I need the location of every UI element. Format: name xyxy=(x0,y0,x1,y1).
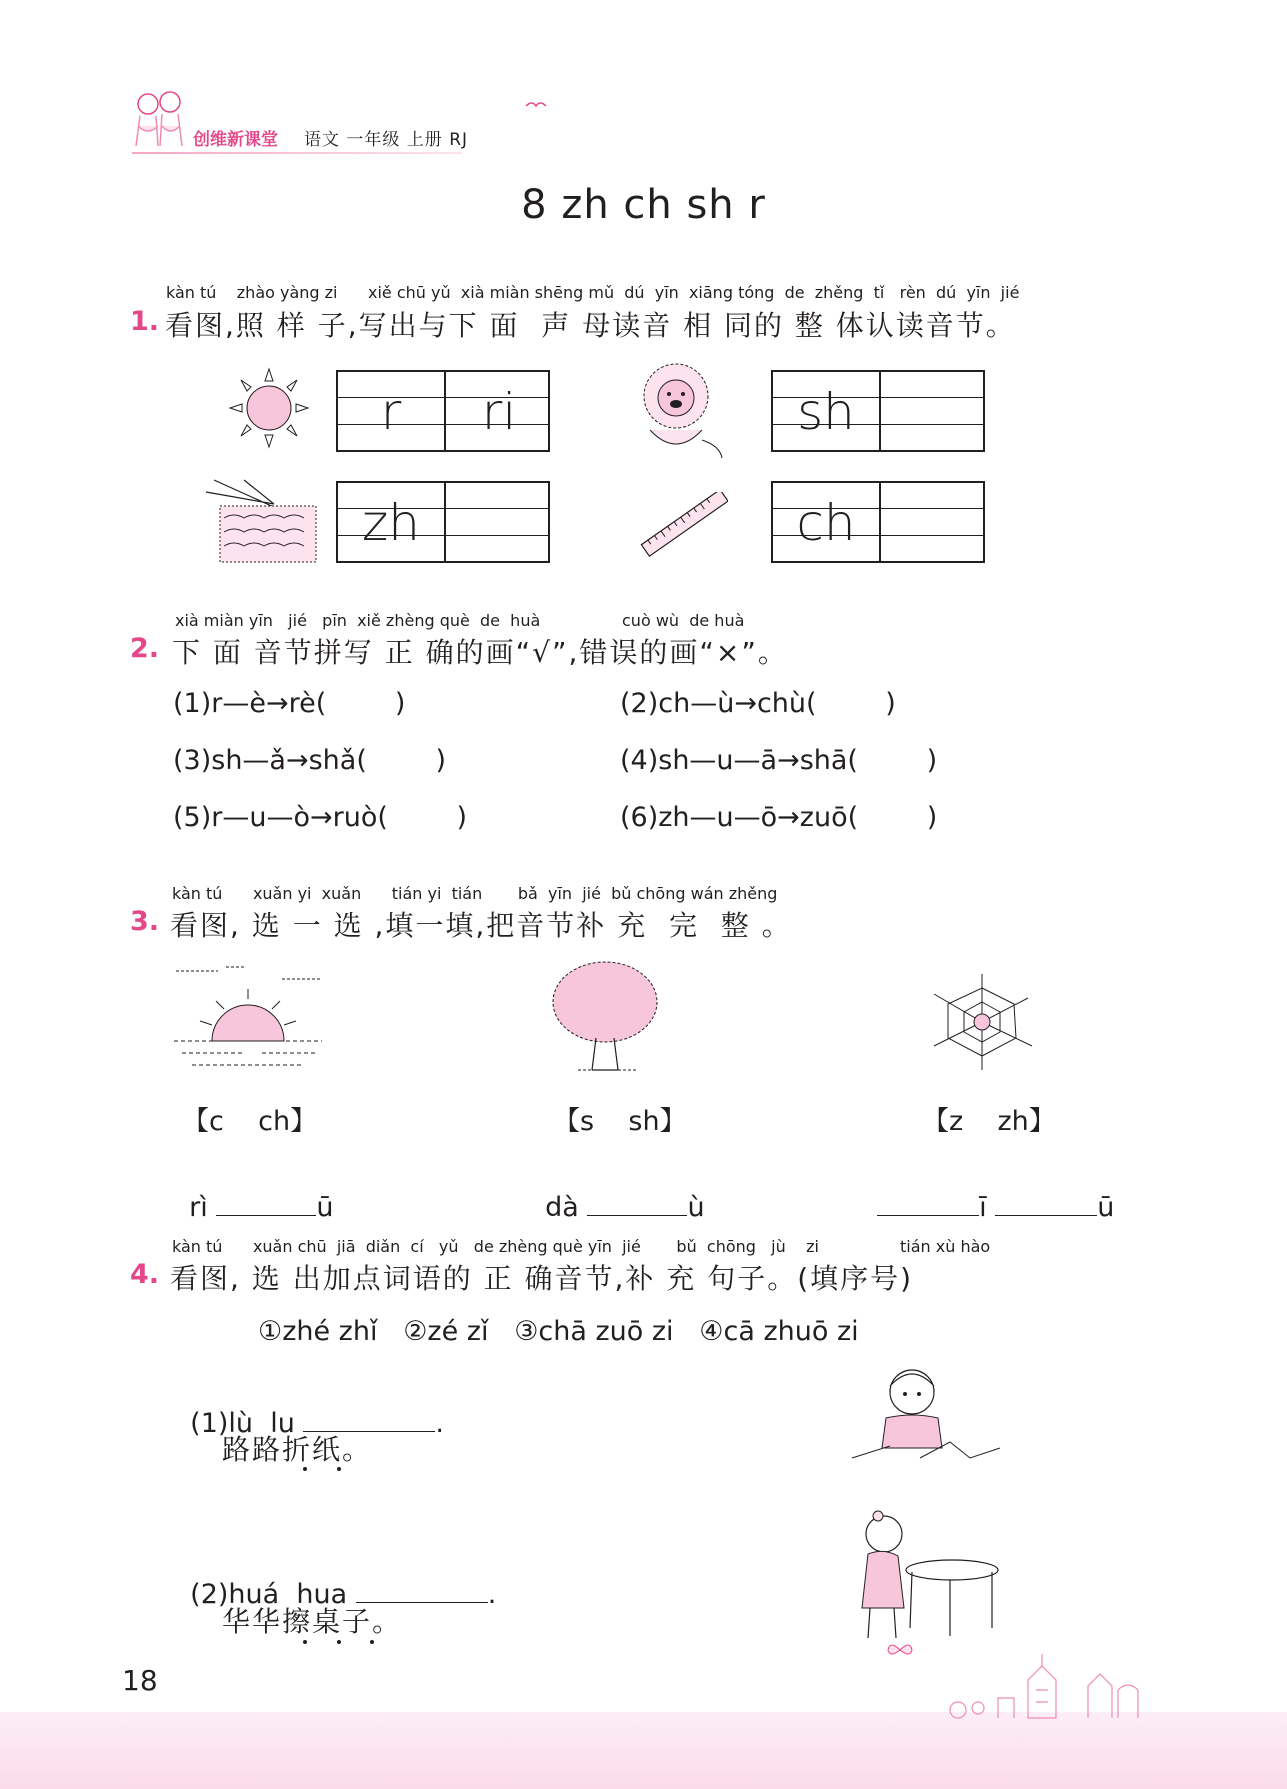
q3-prompt: 看图, 选 一 选 ,填一填,把音节补 充 完 整 。 xyxy=(170,909,792,942)
q3-answer-3 xyxy=(860,1158,1114,1223)
q1-grid-sh xyxy=(771,370,985,452)
answer-blank[interactable] xyxy=(216,1189,316,1216)
castle-icon xyxy=(938,1650,1168,1720)
header-brand: 创维新课堂 xyxy=(193,130,278,150)
q1-number: 1. xyxy=(130,306,160,337)
q3-pinyin: kàn tú xuǎn yi xuǎn tián yi tián bǎ yīn jié bǔ chōng wán zhěng xyxy=(172,884,778,903)
child-folding-paper-icon xyxy=(850,1362,1004,1470)
q3-answer-1 xyxy=(172,1158,333,1223)
girl-cleaning-table-icon xyxy=(850,1508,1004,1644)
knitting-icon xyxy=(204,478,330,568)
answer-blank[interactable] xyxy=(356,1576,488,1603)
q2-item-6: (6)zh—u—ō→zuō( ) xyxy=(620,802,938,833)
grid-cell-initial: r xyxy=(380,383,402,441)
emphasis-dot xyxy=(337,1467,341,1471)
grid-cell-syllable: ri xyxy=(481,383,517,441)
sentence-pinyin: (1)lù lu xyxy=(190,1408,295,1439)
q3-option-1: 【c ch】 xyxy=(182,1106,318,1137)
answer-prefix: dà xyxy=(545,1192,588,1223)
answer-blank[interactable] xyxy=(587,1189,687,1216)
q2-item-3: (3)sh—ǎ→shǎ( ) xyxy=(173,745,447,776)
q4-sentence-1: 路路折纸。 xyxy=(222,1433,373,1466)
answer-blank[interactable] xyxy=(995,1189,1097,1216)
q1-grid-r xyxy=(336,370,550,452)
q4-sentence-1-pinyin: (1)lù lu . xyxy=(173,1374,444,1439)
lion-icon xyxy=(636,360,728,462)
q3-number: 3. xyxy=(130,906,160,937)
butterfly-icon xyxy=(886,1640,914,1660)
answer-blank[interactable] xyxy=(877,1189,979,1216)
q2-item-2: (2)ch—ù→chù( ) xyxy=(620,688,896,719)
answer-suffix: ū xyxy=(316,1192,334,1223)
header-divider xyxy=(132,152,462,154)
q3-answer-2 xyxy=(528,1158,705,1223)
q2-number: 2. xyxy=(130,633,160,664)
sentence-pinyin: (2)huá hua xyxy=(190,1579,348,1610)
q2-pinyin-1: xià miàn yīn jié pīn xiě zhèng què de huà xyxy=(175,611,541,630)
q2-pinyin-2: cuò wù de huà xyxy=(622,611,745,630)
answer-suffix: ū xyxy=(1097,1192,1115,1223)
q4-sentence-2: 华华擦桌子。 xyxy=(222,1605,403,1638)
kids-logo-icon xyxy=(126,86,192,152)
bird-icon xyxy=(524,98,548,114)
emphasis-dot xyxy=(303,1467,307,1471)
emphasis-dot xyxy=(303,1640,307,1644)
q4-choices: ①zhé zhǐ ②zé zǐ ③chā zuō zi ④cā zhuō zi xyxy=(258,1316,859,1347)
q1-grid-ch xyxy=(771,481,985,563)
q1-prompt: 看图,照 样 子,写出与下 面 声 母读音 相 同的 整 体认读音节。 xyxy=(165,309,1016,342)
grid-cell-initial: ch xyxy=(796,494,856,552)
spiderweb-icon xyxy=(928,972,1036,1072)
q2-prompt: 下 面 音节拼写 正 确的画“√”,错误的画“×”。 xyxy=(172,636,788,669)
answer-prefix: rì xyxy=(189,1192,217,1223)
emphasis-dot xyxy=(370,1640,374,1644)
q4-prompt: 看图, 选 出加点词语的 正 确音节,补 充 句子。(填序号) xyxy=(170,1262,914,1295)
grid-cell-initial: sh xyxy=(797,383,855,441)
footer-band xyxy=(0,1712,1287,1789)
header-meta: 语文 一年级 上册 RJ xyxy=(304,130,469,150)
q3-option-3: 【z zh】 xyxy=(922,1106,1056,1137)
q1-grid-zh xyxy=(336,481,550,563)
q1-pinyin: kàn tú zhào yàng zi xiě chū yǔ xià miàn shēng mǔ dú yīn xiāng tóng de zhěng tǐ rèn dú yīn jié xyxy=(166,283,1020,302)
answer-suffix: ù xyxy=(687,1192,705,1223)
q2-item-4: (4)sh—u—ā→shā( ) xyxy=(620,745,938,776)
sunrise-icon xyxy=(172,965,324,1073)
q4-pinyin-2: tián xù hào xyxy=(900,1237,991,1256)
tree-icon xyxy=(548,958,662,1076)
page-number: 18 xyxy=(122,1664,158,1697)
q4-pinyin-1: kàn tú xuǎn chū jiā diǎn cí yǔ de zhèng què yīn jié bǔ chōng jù zi xyxy=(172,1237,819,1256)
answer-suffix: ī xyxy=(979,1192,987,1223)
q2-item-1: (1)r—è→rè( ) xyxy=(173,688,406,719)
q2-item-5: (5)r—u—ò→ruò( ) xyxy=(173,802,468,833)
emphasis-dot xyxy=(337,1640,341,1644)
q4-number: 4. xyxy=(130,1259,160,1290)
ruler-icon xyxy=(636,492,728,560)
q3-option-2: 【s sh】 xyxy=(553,1106,687,1137)
sun-icon xyxy=(226,365,312,451)
page-title: 8 zh ch sh r xyxy=(521,182,766,228)
q4-sentence-2-pinyin: (2)huá hua . xyxy=(173,1545,496,1610)
grid-cell-initial: zh xyxy=(362,494,420,552)
